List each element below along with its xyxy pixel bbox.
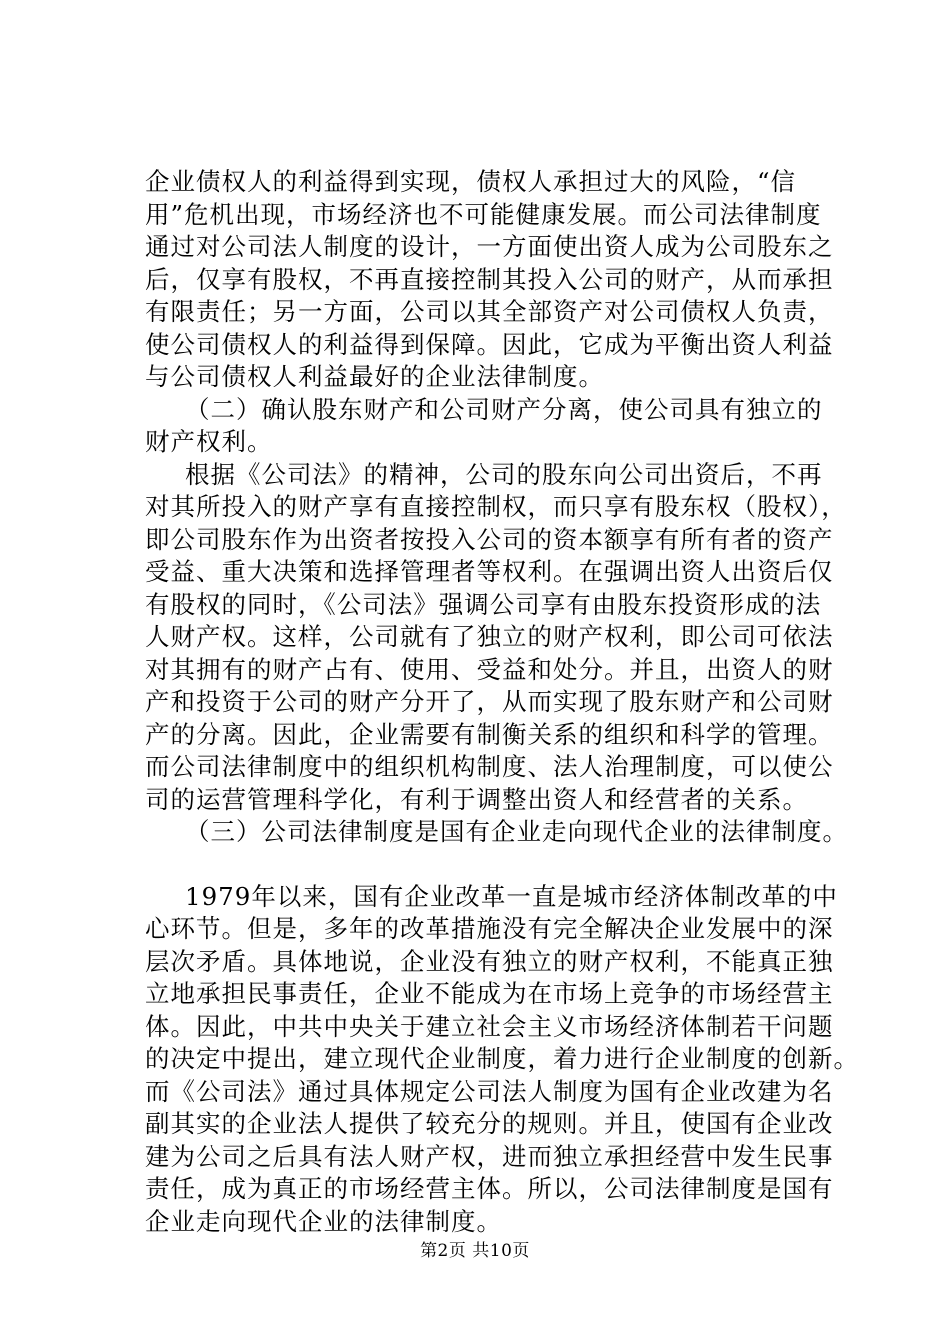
heading-line: （三）公司法律制度是国有企业走向现代企业的法律制度。: [185, 817, 848, 846]
text-line: 企业走向现代企业的法律制度。: [145, 1206, 502, 1236]
text-line: 心环节。但是，多年的改革措施没有完全解决企业发展中的深: [145, 914, 834, 943]
section-heading-2: [145, 394, 845, 459]
text-line: 层次矛盾。具体地说，企业没有独立的财产权利，不能真正独: [145, 946, 834, 976]
text-line: 建为公司之后具有法人财产权，进而独立承担经营中发生民事: [145, 1141, 834, 1171]
document-body: [145, 166, 859, 1238]
text-line: 有股权的同时，《公司法》强调公司享有由股东投资形成的法: [145, 589, 822, 619]
text-line: 责任，成为真正的市场经营主体。所以，公司法律制度是国有: [145, 1174, 834, 1203]
text-line: 的决定中提出，建立现代企业制度，着力进行企业制度的创新。: [145, 1044, 859, 1073]
text-line: 通过对公司法人制度的设计，一方面使出资人成为公司股东之: [145, 232, 834, 261]
text-line: 而公司法律制度中的组织机构制度、法人治理制度，可以使公: [145, 752, 834, 781]
text-line: 司的运营管理科学化，有利于调整出资人和经营者的关系。: [145, 784, 808, 814]
text-line: 产和投资于公司的财产分开了，从而实现了股东财产和公司财: [145, 687, 834, 716]
paragraph-creditor-protection: [145, 166, 845, 394]
text-line: 体。因此，中共中央关于建立社会主义市场经济体制若干问题: [145, 1011, 834, 1041]
paragraph-spacer: [145, 849, 845, 881]
text-line: 企业债权人的利益得到实现，债权人承担过大的风险，“信: [145, 167, 797, 196]
text-line: 立地承担民事责任，企业不能成为在市场上竞争的市场经营主: [145, 979, 834, 1008]
heading-line: （二）确认股东财产和公司财产分离，使公司具有独立的: [185, 394, 823, 424]
text-line: 有限责任；另一方面，公司以其全部资产对公司债权人负责，: [145, 297, 834, 326]
text-line: 产的分离。因此，企业需要有制衡关系的组织和科学的管理。: [145, 719, 834, 749]
section-heading-3: [145, 816, 848, 849]
text-line: 根据《公司法》的精神，公司的股东向公司出资后，不再: [185, 459, 823, 489]
paragraph-property-separation: [145, 459, 845, 817]
text-line: 用”危机出现，市场经济也不可能健康发展。而公司法律制度: [145, 199, 822, 229]
text-line: 即公司股东作为出资者按投入公司的资本额享有所有者的资产: [145, 524, 834, 554]
heading-line: 财产权利。: [145, 427, 273, 456]
text-line: 使公司债权人的利益得到保障。因此，它成为平衡出资人利益: [145, 329, 834, 359]
text-line: 副其实的企业法人提供了较充分的规则。并且，使国有企业改: [145, 1109, 834, 1138]
text-line: 人财产权。这样，公司就有了独立的财产权利，即公司可依法: [145, 622, 834, 651]
text-line: 后，仅享有股权，不再直接控制其投入公司的财产，从而承担: [145, 264, 834, 294]
text-line: 对其拥有的财产占有、使用、受益和处分。并且，出资人的财: [145, 654, 834, 684]
paragraph-state-enterprise-reform: [145, 881, 859, 1239]
text-line: 受益、重大决策和选择管理者等权利。在强调出资人出资后仅: [145, 557, 834, 586]
text-line: 1979年以来，国有企业改革一直是城市经济体制改革的中: [185, 881, 838, 911]
text-line: 而《公司法》通过具体规定公司法人制度为国有企业改建为名: [145, 1076, 834, 1106]
text-line: 与公司债权人利益最好的企业法律制度。: [145, 362, 604, 391]
text-line: 对其所投入的财产享有直接控制权，而只享有股东权（股权），: [145, 492, 847, 521]
page-number-footer: 第2页 共10页: [420, 1241, 530, 1261]
